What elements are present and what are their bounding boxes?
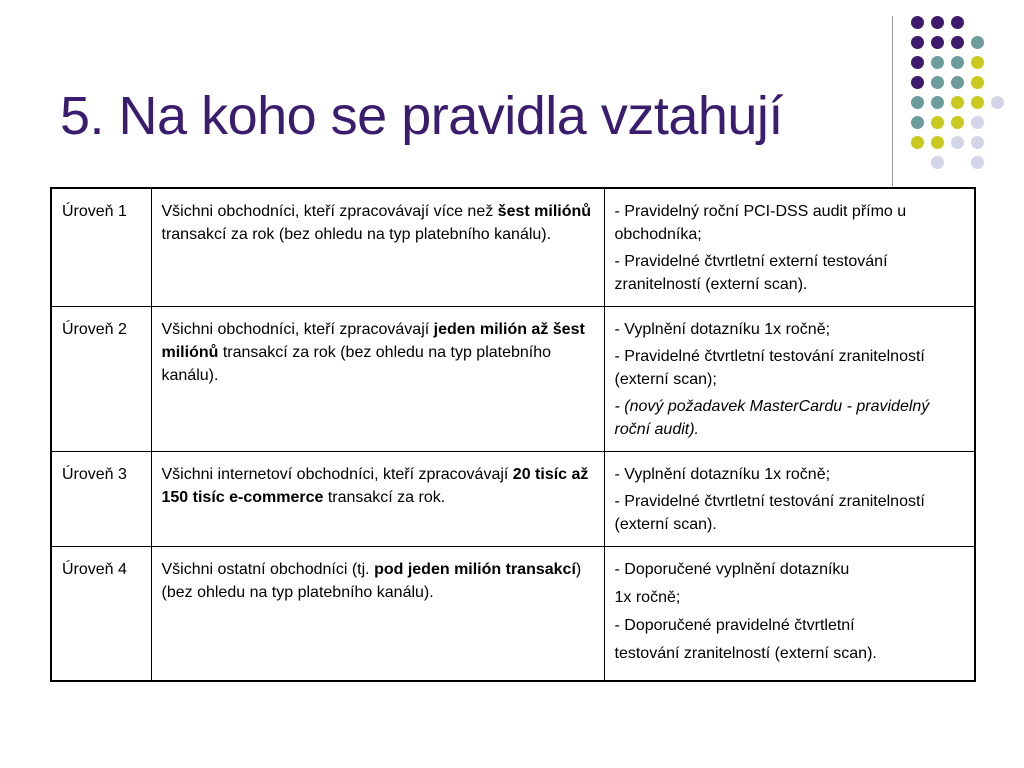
decor-dot [931, 36, 944, 49]
desc-text: transakcí za rok (bez ohledu na typ platebního kanálu). [161, 344, 552, 384]
decor-dot [971, 156, 984, 169]
decor-dot [911, 96, 924, 109]
decor-dot [911, 56, 924, 69]
table-row [51, 307, 975, 452]
decor-dot [951, 76, 964, 89]
requirements-cell [604, 452, 975, 547]
slide-title: 5. Na koho se pravidla vztahují [60, 86, 783, 146]
level-label: Úroveň 3 [62, 466, 127, 483]
decor-dot [971, 96, 984, 109]
decor-dot [931, 136, 944, 149]
level-cell [51, 188, 151, 307]
description-cell [151, 547, 604, 682]
requirement-item: - Vyplnění dotazníku 1x ročně; [614, 466, 831, 483]
decor-dot [971, 76, 984, 89]
requirement-item: - Pravidelné čtvrtletní testování zranitelností (externí scan); [614, 348, 925, 388]
requirement-item: - Vyplnění dotazníku 1x ročně; [614, 321, 831, 338]
desc-text: Všichni obchodníci, kteří zpracovávají [161, 321, 434, 338]
level-label: Úroveň 4 [62, 561, 127, 578]
requirements-cell [604, 547, 975, 682]
desc-bold: jeden milión až šest miliónů [161, 321, 585, 361]
decor-dot [931, 96, 944, 109]
table-row [51, 547, 975, 682]
decor-dot [911, 136, 924, 149]
description-cell [151, 452, 604, 547]
desc-bold: pod jeden milión transakcí [374, 561, 576, 578]
decor-dot [951, 136, 964, 149]
title-divider-line [892, 16, 893, 186]
decor-dot [971, 136, 984, 149]
table-row [51, 188, 975, 307]
decor-dot [951, 36, 964, 49]
decor-dot [951, 96, 964, 109]
decor-dot [911, 76, 924, 89]
decor-dot [971, 36, 984, 49]
level-cell [51, 452, 151, 547]
decor-dot [931, 76, 944, 89]
desc-text: Všichni internetoví obchodníci, kteří zpracovávají [161, 466, 513, 483]
requirement-item: 1x ročně; [614, 589, 681, 606]
merchant-levels-table [50, 187, 976, 682]
decor-dot [931, 116, 944, 129]
decor-dot [971, 116, 984, 129]
decor-dot [991, 96, 1004, 109]
decor-dot [911, 36, 924, 49]
decor-dot [911, 16, 924, 29]
desc-bold: šest miliónů [497, 203, 592, 220]
requirement-item: - Pravidelné čtvrtletní externí testování zranitelností (externí scan). [614, 253, 888, 293]
desc-text: Všichni ostatní obchodníci (tj. [161, 561, 375, 578]
desc-text: transakcí za rok (bez ohledu na typ platebního kanálu). [161, 226, 552, 243]
level-label: Úroveň 1 [62, 203, 127, 220]
requirements-cell [604, 307, 975, 452]
decor-dot [951, 16, 964, 29]
decor-dot [951, 56, 964, 69]
requirement-item-italic: - (nový požadavek MasterCardu - pravidelný roční audit). [614, 398, 930, 438]
level-cell [51, 547, 151, 682]
description-cell [151, 188, 604, 307]
requirement-item: testování zranitelností (externí scan). [614, 645, 877, 662]
level-cell [51, 307, 151, 452]
decor-dot [951, 116, 964, 129]
requirement-item: - Doporučené pravidelné čtvrtletní [614, 617, 855, 634]
description-cell [151, 307, 604, 452]
desc-text: Všichni obchodníci, kteří zpracovávají více než [161, 203, 498, 220]
decor-dot [931, 56, 944, 69]
requirements-cell [604, 188, 975, 307]
requirement-item: - Doporučené vyplnění dotazníku [614, 561, 850, 578]
desc-bold: 20 tisíc až 150 tisíc e-commerce [161, 466, 589, 506]
requirement-item: - Pravidelné čtvrtletní testování zranitelností (externí scan). [614, 493, 925, 533]
desc-text: ) (bez ohledu na typ platebního kanálu). [161, 561, 582, 601]
decor-dot [931, 156, 944, 169]
decor-dot [931, 16, 944, 29]
decor-dot [971, 56, 984, 69]
desc-text: transakcí za rok. [323, 489, 446, 506]
decor-dot [911, 116, 924, 129]
requirement-item: - Pravidelný roční PCI-DSS audit přímo u obchodníka; [614, 203, 907, 243]
level-label: Úroveň 2 [62, 321, 127, 338]
table-row [51, 452, 975, 547]
